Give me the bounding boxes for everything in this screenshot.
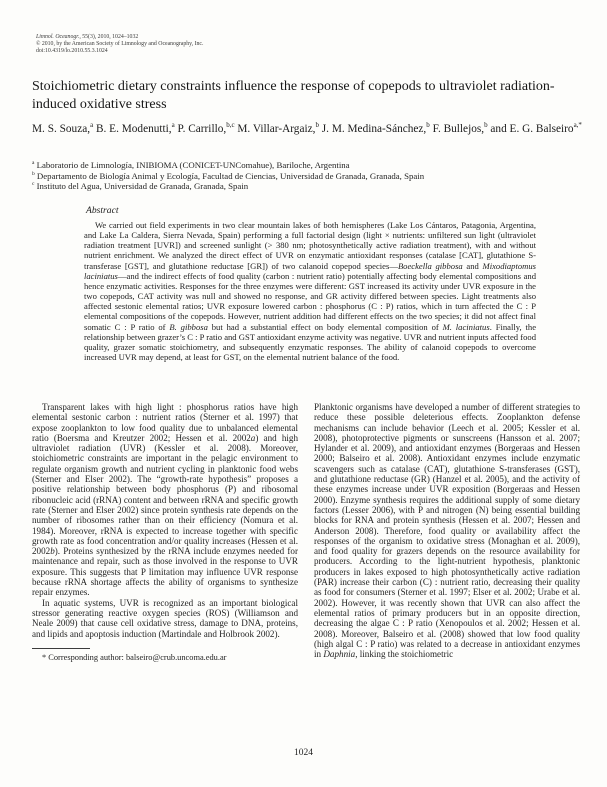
paper-title: Stoichiometric dietary constraints influence the response of copepods to ultraviolet radiation-induced oxidative stress — [32, 79, 555, 112]
footnote — [32, 648, 298, 663]
affiliation-item: $^a$ Laboratorio de Limnología, INIBIOMA (CONICET-UNComahue), Bariloche, Argentina — [32, 160, 350, 170]
body-left-column — [32, 402, 298, 663]
doi-line: doi:10.4319/lo.2010.55.3.1024 — [36, 48, 108, 54]
abstract-text: We carried out field experiments in two clear mountain lakes of both hemispheres (Lake Los Cántaros, Patagonia, Argentina, and Lake La Caldera, Sierra Nevada, Spain) performing a full factorial design (light × nutrients: unfiltered sun light (ultraviolet radiation treatment [UVR]) and screened sunlight (> 380 nm; photosynthetically active radiation treatment), with and without nutrient enrichment. We analyzed the direct effect of UVR on enzymatic antioxidant responses (catalase [CAT], glutathione S-transferase [GST], and glutathione reductase [GR]) of two calanoid copepod species—Boeckella gibbosa and Mixodiaptomus laciniatus—and the indirect effects of food quality (carbon : nutrient ratio) potentially affecting body elemental compositions and hence enzymatic activities. Responses for the three enzymes were different: GST increased its activity under UVR exposure in the two copepods, CAT activity was null and showed no response, and GR activity differed between species. Light treatments also affected sestonic elemental ratios; UVR exposure lowered carbon : phosphorus (C : P) ratios, which in turn affected the C : P elemental compositions of the copepods. However, nutrient addition had different effects on the two species; it did not affect final somatic C : P ratio of B. gibbosa but had a substantial effect on body elemental composition of M. laciniatus. Finally, the relationship between grazer’s C : P ratio and GST antioxidant enzyme activity was negative. UVR and nutrient inputs affected food quality, grazer somatic stoichiometry, and subsequently enzymatic responses. The ability of calanoid copepods to overcome increased UVR may depend, at least for GST, on the elemental nutrient balance of the food. — [84, 220, 537, 363]
abstract-section — [84, 205, 536, 362]
affiliations-block — [32, 160, 584, 192]
body-paragraph: Planktonic organisms have developed a number of different strategies to reduce these possible deleterious effects. Zooplankton defense mechanisms can include behavior (Leech et al. 2005; Kessler et al. 2008), photoprotective pigments or sunscreens (Hansson et al. 2007; Hylander et al. 2009), and antioxidant enzymes (Borgeraas and Hessen 2000; Balseiro et al. 2008). Antioxidant enzymes include enzymatic scavengers such as catalase (CAT), glutathione S-transferases (GST), and glutathione reductase (GR) (Hanzel et al. 2005), and the activity of these enzymes increase under UVR exposition (Borgeraas and Hessen 2000). Enzyme synthesis requires the additional supply of some dietary factors (Lesser 2006), with P and nitrogen (N) being essential building blocks for RNA and protein synthesis (Hessen et al. 2007; Hessen and Anderson 2008). Therefore, food quality or availability affect the responses of the organism to oxidative stress (Monaghan et al. 2009), and food quality for grazers depends on the resource availability for producers. According to the light-nutrient hypothesis, planktonic producers in lakes exposed to high photosynthetically active radiation (PAR) increase their carbon (C) : nutrient ratio, decreasing their quality as food for consumers (Sterner et al. 1997; Elser et al. 2002; Urabe et al. 2002). However, it was recently shown that UVR can also affect the elemental ratios of primary producers but in an opposite direction, decreasing the algae C : P ratio (Xenopoulos et al. 2002; Hessen et al. 2008). Moreover, Balseiro et al. (2008) showed that low food quality (high algal C : P ratio) was related to a decrease in antioxidant enzymes in Daphnia, linking the stoichiometric — [314, 402, 580, 660]
abstract-heading: Abstract — [86, 205, 119, 216]
body-paragraph: In aquatic systems, UVR is recognized as an important biological stressor generating reactive oxygen species (ROS) (Williamson and Neale 2009) that cause cell oxidative stress, damage to DNA, proteins, and lipids and apoptosis induction (Martindale and Holbrook 2002). — [32, 597, 298, 639]
copyright-line: © 2010, by the American Society of Limnology and Oceanography, Inc. — [36, 41, 204, 47]
corresponding-author-note: * Corresponding author: balseiro@crub.uncoma.edu.ar — [42, 652, 227, 662]
affiliation-item: $^b$ Departamento de Biología Animal y Ecología, Facultad de Ciencias, Universidad de Granada, Granada, Spain — [32, 170, 425, 181]
page-number: 1024 — [294, 748, 313, 758]
body-columns — [32, 402, 580, 663]
authors-line: M. S. Souza,$^a$ B. E. Modenutti,$^a$ P. Carrillo,$^{b,c}$ M. Villar-Argaiz,$^b$ J. M. Medina-Sánchez,$^b$ F. Bullejos,$^b$ and E. G. Balseiro$^{a,*}$ — [32, 121, 582, 135]
journal-citation: Limnol. Oceanogr., 55(3), 2010, 1024–1032 — [36, 34, 139, 40]
body-right-column — [314, 402, 580, 663]
footnote-divider — [32, 648, 90, 649]
affiliation-item: $^c$ Instituto del Agua, Universidad de Granada, Granada, Spain — [32, 181, 249, 192]
journal-header — [36, 34, 203, 55]
body-paragraph: Transparent lakes with high light : phosphorus ratios have high elemental sestonic carbon : nutrient ratios (Sterner et al. 1997) that expose zooplankton to low food quality due to unbalanced elemental ratio (Boersma and Kreutzer 2002; Hessen et al. 2002a) and high ultraviolet radiation (UVR) (Kessler et al. 2008). Moreover, stoichiometric constraints are important in the pelagic environment to regulate organism growth and nutrient cycling in planktonic food webs (Sterner and Elser 2002). The “growth-rate hypothesis” proposes a positive relationship between body phosphorus (P) and ribosomal ribonucleic acid (rRNA) content and between rRNA and specific growth rate (Sterner and Elser 2002) since protein synthesis rate depends on the number of ribosomes rather than on their efficiency (Nomura et al. 1984). Moreover, rRNA is expected to increase together with specific growth rate as food concentration and/or quality increases (Hessen et al. 2002b). Proteins synthesized by the rRNA include enzymes needed for maintenance and repair, such as those involved in the response to UVR exposure. This suggests that P limitation may influence UVR response because rRNA shortage affects the ability of organisms to synthesize repair enzymes. — [32, 402, 298, 598]
